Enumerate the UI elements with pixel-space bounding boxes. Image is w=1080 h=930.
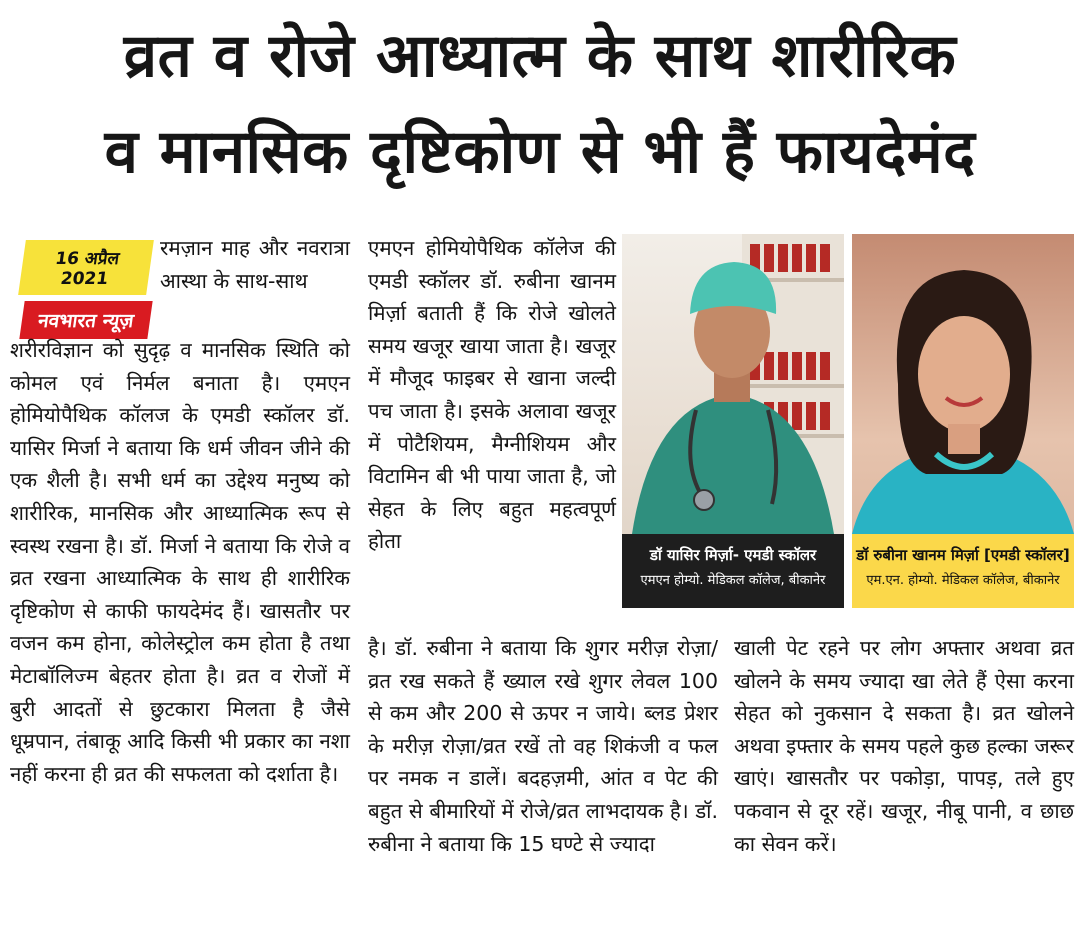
article-paragraph: एमएन होमियोपैथिक कॉलेज की एमडी स्कॉलर डॉ. रुबीना खानम मिर्ज़ा बताती हैं कि रोजे खोलते समय खजूर खाया जाता है। खजूर में मौजूद फाइबर से खाना जल्दी पच जाता है। इसके अलावा खजूर में पोटैशियम, मैग्नीशियम और विटामिन बी भी पाया जाता है, जो सेहत के लिए बहुत महत्वपूर्ण होता <box>368 236 616 554</box>
photo-caption <box>622 534 844 608</box>
photo-dr-yasir <box>622 234 844 608</box>
article-paragraph: रमज़ान माह और नवरात्रा आस्था के साथ-साथ <box>160 236 350 293</box>
news-tag <box>22 240 150 339</box>
article-col2-bottom <box>368 632 718 860</box>
caption-affiliation: एमएन होम्यो. मेडिकल कॉलेज, बीकानेर <box>640 573 826 588</box>
headline-line-2: व मानसिक दृष्टिकोण से भी हैं फायदेमंद <box>104 117 976 187</box>
caption-name: डॉ यासिर मिर्ज़ा- एमडी स्कॉलर <box>649 546 817 564</box>
date-badge: 16 अप्रैल 2021 <box>18 240 154 295</box>
article-col1 <box>10 334 350 790</box>
article-paragraph: शरीरविज्ञान को सुदृढ़ व मानसिक स्थिति को कोमल एवं निर्मल बनाता है। एमएन होमियोपैथिक कॉलज के एमडी स्कॉलर डॉ. यासिर मिर्जा ने बताया कि धर्म जीवन जीने की एक शैली है। सभी धर्म का उद्देश्य मनुष्य को शारीरिक, मानसिक और आध्यात्मिक रूप से स्वस्थ रखना है। डॉ. मिर्जा ने बताया कि रोजे व व्रत रखना आध्यात्मिक के साथ ही शारीरिक दृष्टिकोण से काफी फायदेमंद हैं। खासतौर पर वजन कम होना, कोलेस्ट्रोल कम होता है तथा मेटाबॉलिज्म बेहतर होता है। व्रत व रोजों में बुरी आदतों से छुटकारा मिलता है जैसे धूम्रपान, तंबाकू आदि किसी भी प्रकार का नशा नहीं करना ही व्रत की सफलता को दर्शाता है। <box>10 338 350 786</box>
caption-name: डॉ रुबीना खानम मिर्ज़ा [एमडी स्कॉलर] <box>856 546 1070 564</box>
photo-dr-rubina <box>852 234 1074 608</box>
article-paragraph: है। डॉ. रुबीना ने बताया कि शुगर मरीज़ रोज़ा/व्रत रख सकते हैं ख्याल रखे शुगर लेवल 100 से कम और 200 से ऊपर न जाये। ब्लड प्रेशर के मरीज़ रोज़ा/व्रत रखें तो वह शिकंजी व फल पर नमक न डालें। बदहज़मी, आंत व पेट की बहुत से बीमारियों में रोजे/व्रत लाभदायक है। डॉ. रुबीना ने बताया कि 15 घण्टे से ज्यादा <box>368 636 718 856</box>
brand-badge: नवभारत न्यूज़ <box>19 301 152 339</box>
caption-affiliation: एम.एन. होम्यो. मेडिकल कॉलेज, बीकानेर <box>866 573 1060 588</box>
photo-caption <box>852 534 1074 608</box>
article-col1-intro <box>160 232 350 297</box>
article-col3 <box>734 632 1074 860</box>
headline-line-1: व्रत व रोजे आध्यात्म के साथ शारीरिक <box>123 21 957 91</box>
headline <box>0 8 1080 200</box>
article-paragraph: खाली पेट रहने पर लोग अफ्तार अथवा व्रत खोलने के समय ज्यादा खा लेते हैं ऐसा करना सेहत को नुकसान दे सकता है। व्रत खोलने अथवा इफ्तार के समय पहले कुछ हल्का जरूर खाएं। खासतौर पर पकोड़ा, पापड़, तले हुए पकवान से दूर रहें। खजूर, नीबू पानी, व छाछ का सेवन करें। <box>734 636 1074 856</box>
article-col2-top <box>368 232 616 558</box>
